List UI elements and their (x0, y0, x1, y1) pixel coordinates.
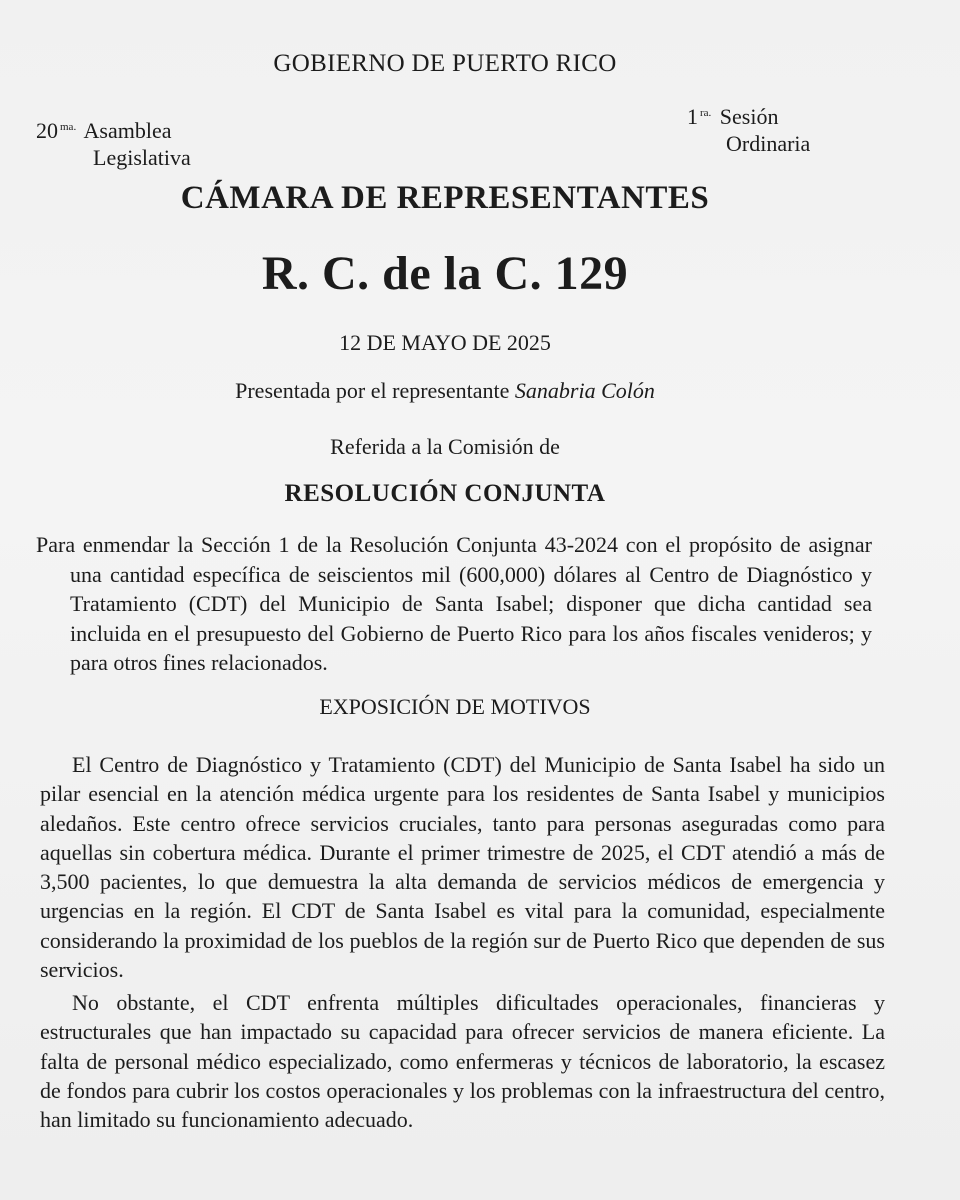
assembly-number: 20 (36, 118, 58, 143)
session-number: 1 (687, 104, 698, 129)
chamber-title: CÁMARA DE REPRESENTANTES (180, 180, 710, 216)
representative-name: Sanabria Colón (514, 378, 655, 403)
presented-prefix: Presentada por el representante (235, 378, 510, 403)
motives-paragraph-1: El Centro de Diagnóstico y Tratamiento (CDT) del Municipio de Santa Isabel ha sido un pilar esencial en la atención médica urgente para los residentes de Santa Isabel y municipios aledaños. Este centro ofrece servicios cruciales, tanto para personas aseguradas como para aquellas sin cobertura médica. Durante el primer trimestre de 2025, el CDT atendió a más de 3,500 pacientes, lo que demuestra la alta demanda de servicios médicos de emergencia y urgencias en la región. El CDT de Santa Isabel es vital para la comunidad, especialmente considerando la proximidad de los pueblos de la región sur de Puerto Rico que dependen de sus servicios. (40, 752, 885, 983)
bill-number: R. C. de la C. 129 (261, 247, 629, 300)
motives-paragraph-2: No obstante, el CDT enfrenta múltiples dificultades operacionales, financieras y estructurales que han impactado su capacidad para ofrecer servicios de manera eficiente. La falta de personal médico especializado, como enfermeras y técnicos de laboratorio, la escasez de fondos para cubrir los costos operacionales y los problemas con la infraestructura del centro, han limitado su funcionamiento adecuado. (40, 990, 885, 1133)
ordinary-word: Ordinaria (726, 131, 811, 156)
government-header: GOBIERNO DE PUERTO RICO (273, 50, 617, 77)
motives-title: EXPOSICIÓN DE MOTIVOS (319, 694, 591, 719)
session-label (687, 100, 810, 157)
session-suffix: ra. (700, 107, 712, 119)
assembly-suffix: ma. (60, 121, 77, 133)
session-word: Sesión (719, 104, 779, 129)
purpose-paragraph: Para enmendar la Sección 1 de la Resolución Conjunta 43-2024 con el propósito de asignar una cantidad específica de seiscientos mil (600,000) dólares al Centro de Diagnóstico y Tratamiento (CDT) del Municipio de Santa Isabel; disponer que dicha cantidad sea incluida en el presupuesto del Gobierno de Puerto Rico para los años fiscales venideros; y para otros fines relacionados. (36, 532, 872, 675)
assembly-word: Asamblea (83, 118, 172, 143)
legislative-word: Legislativa (93, 145, 191, 170)
referred-to: Referida a la Comisión de (330, 434, 560, 459)
assembly-label (36, 114, 191, 171)
presented-by (0, 378, 890, 404)
resolution-title: RESOLUCIÓN CONJUNTA (284, 480, 606, 507)
bill-date: 12 DE MAYO DE 2025 (339, 330, 551, 355)
